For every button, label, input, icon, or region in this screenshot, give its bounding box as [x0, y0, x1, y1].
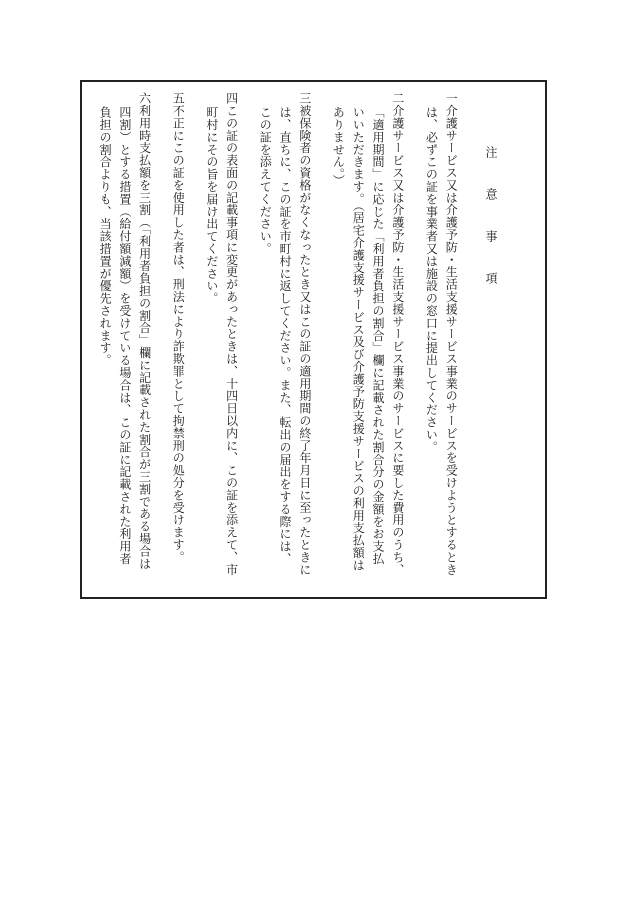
- notice-item-number: 一: [444, 92, 459, 105]
- notice-item-2: [314, 92, 407, 576]
- notice-item-number: 六: [137, 92, 152, 105]
- notice-item-text: 不正にこの証を使用した者は、刑法により詐欺罪として拘禁刑の処分を受けます。: [171, 104, 186, 564]
- notice-title: 注 意 事 項: [484, 146, 498, 292]
- notice-box: [80, 80, 547, 599]
- notice-item-6: [80, 92, 153, 576]
- notice-content: [80, 92, 517, 576]
- notice-item-text: 介護サービス又は介護予防・生活支援サービス事業のサービスを受けようとするときは、必ずこの証を事業者又は施設の窓口に提出してください。: [424, 104, 459, 576]
- notice-item-text: 被保険者の資格がなくなったとき又はこの証の適用期間の終了年月日に至ったときには、直ちに、この証を市町村に返してください。また、転出の届出をする際には、この証を添えてください。: [258, 104, 312, 576]
- notice-item-number: 三: [297, 92, 312, 105]
- notice-item-text: 介護サービス又は介護予防・生活支援サービス事業のサービスに要した費用のうち、「適用期間」に応じた「利用者負担の割合」欄に記載された割合分の金額をお支払いいただきます。（居宅介護支援サービス及び介護予防支援サービスの利用支払額はありません。）: [331, 104, 405, 576]
- notice-item-number: 五: [171, 92, 186, 105]
- notice-item-number: 四: [224, 92, 239, 105]
- notice-item-number: 二: [390, 92, 405, 105]
- notice-item-text: 利用時支払額を三割（「利用者負担の割合」欄に記載された割合が三割である場合は四割）とする措置（給付額減額）を受けている場合は、この証に記載された利用者負担の割合よりも、当該措置が優先されます。: [98, 104, 152, 570]
- notice-item-5: [154, 92, 188, 576]
- notice-item-1: [407, 92, 460, 576]
- notice-item-4: [187, 92, 240, 576]
- notice-item-3: [241, 92, 314, 576]
- notice-item-text: この証の表面の記載事項に変更があったときは、十四日以内に、この証を添えて、市町村にその旨を届け出てください。: [204, 104, 239, 576]
